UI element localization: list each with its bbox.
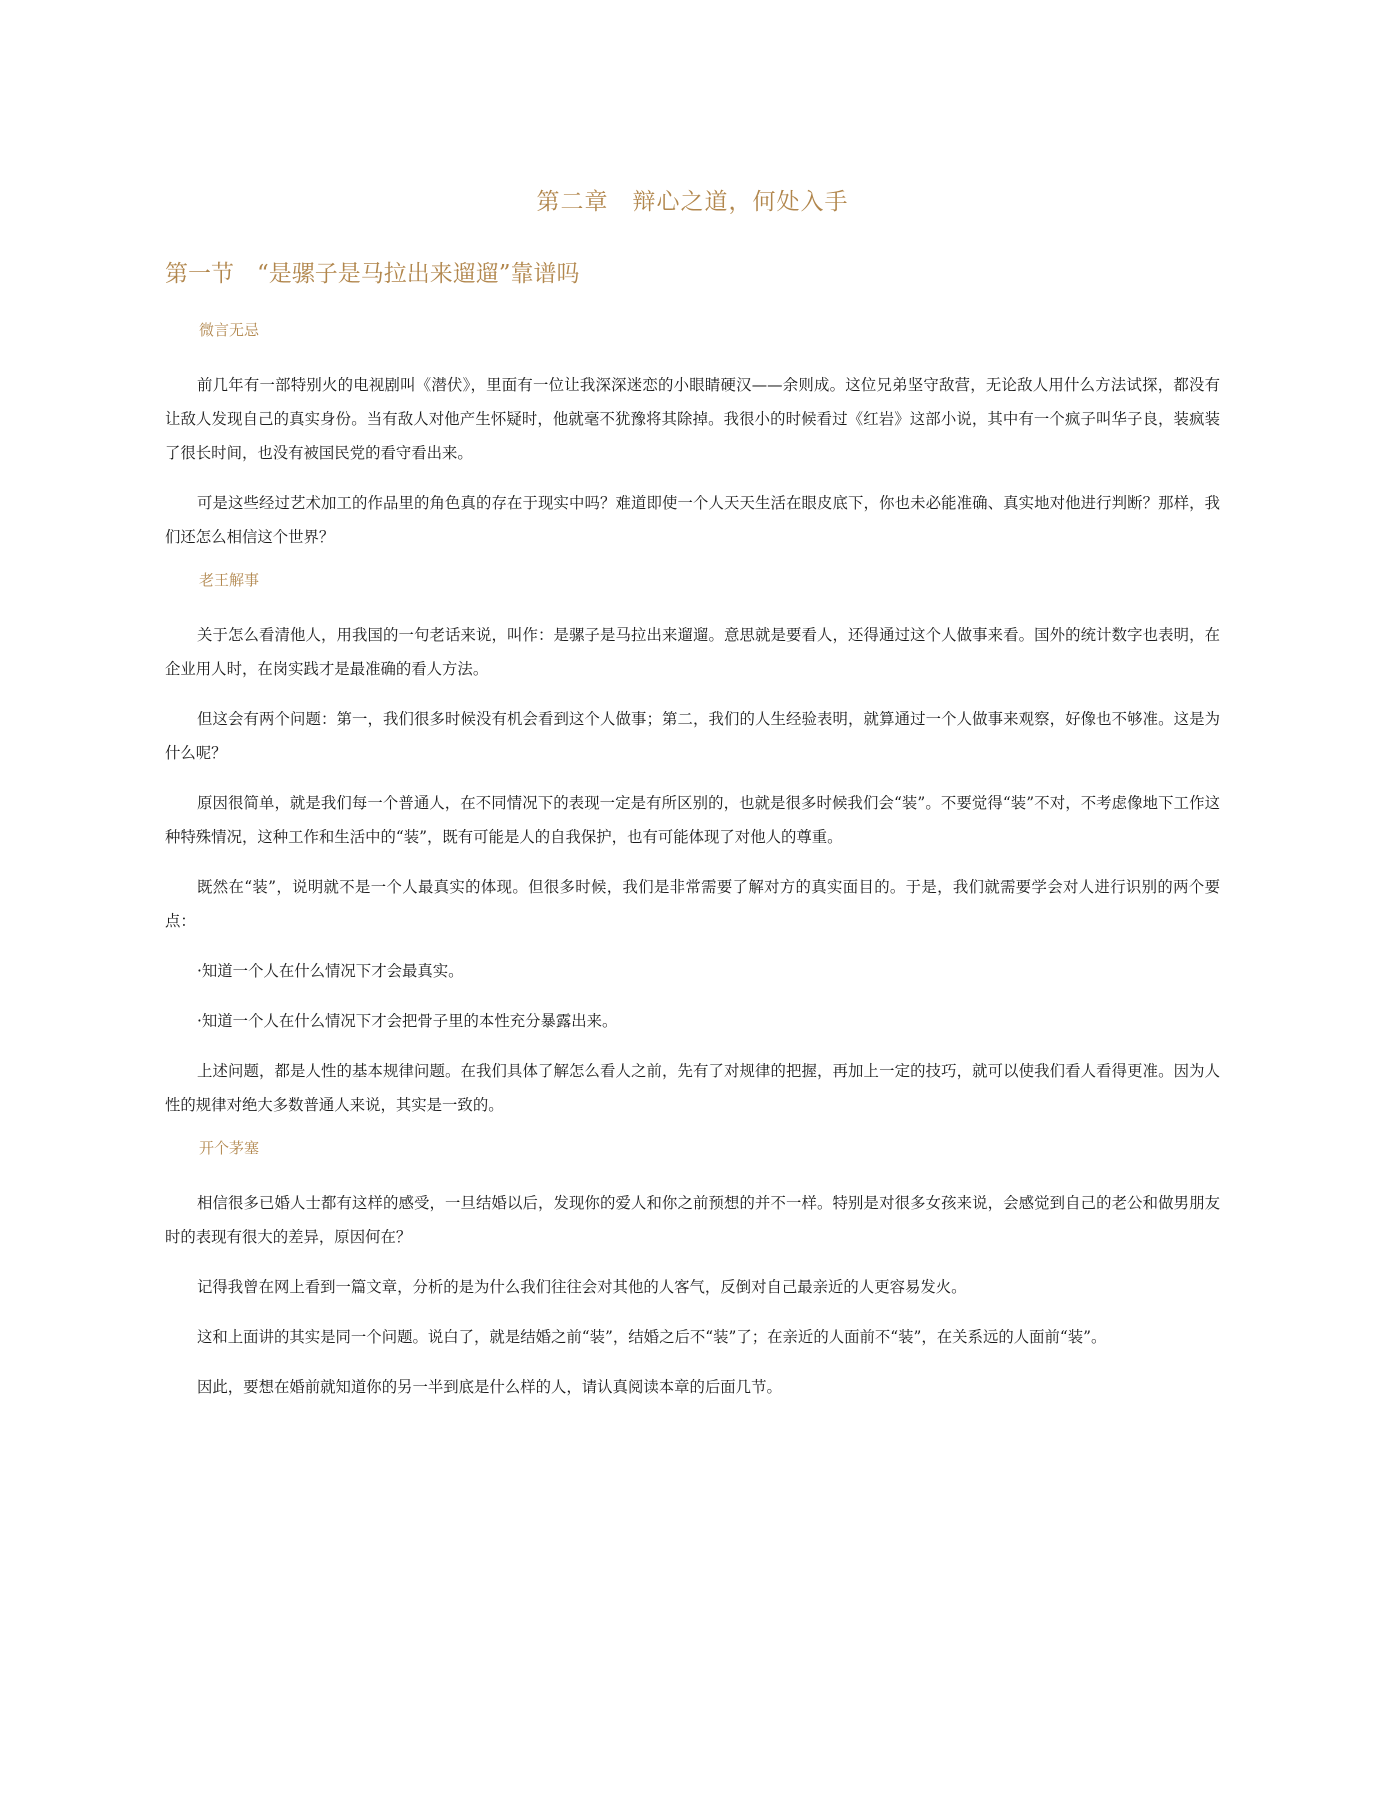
section-title: 第一节 “是骡子是马拉出来遛遛”靠谱吗 — [165, 261, 580, 287]
paragraph: 前几年有一部特别火的电视剧叫《潜伏》，里面有一位让我深深迷恋的小眼睛硬汉——余则成。这位兄弟坚守敌营，无论敌人用什么方法试探，都没有让敌人发现自己的真实身份。当有敌人对他产生怀疑时，他就毫不犹豫将其除掉。我很小的时候看过《红岩》这部小说，其中有一个疯子叫华子良，装疯装了很长时间，也没有被国民党的看守看出来。 — [165, 376, 1220, 462]
paragraph: 可是这些经过艺术加工的作品里的角色真的存在于现实中吗？难道即使一个人天天生活在眼皮底下，你也未必能准确、真实地对他进行判断？那样，我们还怎么相信这个世界？ — [165, 494, 1220, 546]
chapter-title: 第二章 辩心之道，何处入手 — [536, 189, 849, 215]
paragraph: 原因很简单，就是我们每一个普通人，在不同情况下的表现一定是有所区别的，也就是很多时候我们会“装”。不要觉得“装”不对，不考虑像地下工作这种特殊情况，这种工作和生活中的“装”，既有可能是人的自我保护，也有可能体现了对他人的尊重。 — [165, 794, 1220, 846]
subsection-heading: 微言无忌 — [199, 321, 260, 339]
paragraph: 既然在“装”，说明就不是一个人最真实的体现。但很多时候，我们是非常需要了解对方的真实面目的。于是，我们就需要学会对人进行识别的两个要点： — [165, 878, 1220, 930]
bullet-item: ·知道一个人在什么情况下才会最真实。 — [197, 962, 464, 980]
body-content — [165, 320, 1220, 1420]
paragraph: 相信很多已婚人士都有这样的感受，一旦结婚以后，发现你的爱人和你之前预想的并不一样。特别是对很多女孩来说，会感觉到自己的老公和做男朋友时的表现有很大的差异，原因何在？ — [165, 1194, 1220, 1246]
paragraph: 上述问题，都是人性的基本规律问题。在我们具体了解怎么看人之前，先有了对规律的把握，再加上一定的技巧，就可以使我们看人看得更准。因为人性的规律对绝大多数普通人来说，其实是一致的。 — [165, 1062, 1220, 1114]
subsection-heading: 老王解事 — [199, 571, 260, 589]
paragraph: 这和上面讲的其实是同一个问题。说白了，就是结婚之前“装”，结婚之后不“装”了；在亲近的人面前不“装”，在关系远的人面前“装”。 — [197, 1328, 1107, 1346]
paragraph: 但这会有两个问题：第一，我们很多时候没有机会看到这个人做事；第二，我们的人生经验表明，就算通过一个人做事来观察，好像也不够准。这是为什么呢？ — [165, 710, 1220, 762]
paragraph: 记得我曾在网上看到一篇文章，分析的是为什么我们往往会对其他的人客气，反倒对自己最亲近的人更容易发火。 — [197, 1278, 967, 1296]
bullet-item: ·知道一个人在什么情况下才会把骨子里的本性充分暴露出来。 — [197, 1012, 618, 1030]
paragraph: 因此，要想在婚前就知道你的另一半到底是什么样的人，请认真阅读本章的后面几节。 — [197, 1378, 782, 1396]
subsection-heading: 开个茅塞 — [199, 1139, 260, 1157]
paragraph: 关于怎么看清他人，用我国的一句老话来说，叫作：是骡子是马拉出来遛遛。意思就是要看人，还得通过这个人做事来看。国外的统计数字也表明，在企业用人时，在岗实践才是最准确的看人方法。 — [165, 626, 1220, 678]
